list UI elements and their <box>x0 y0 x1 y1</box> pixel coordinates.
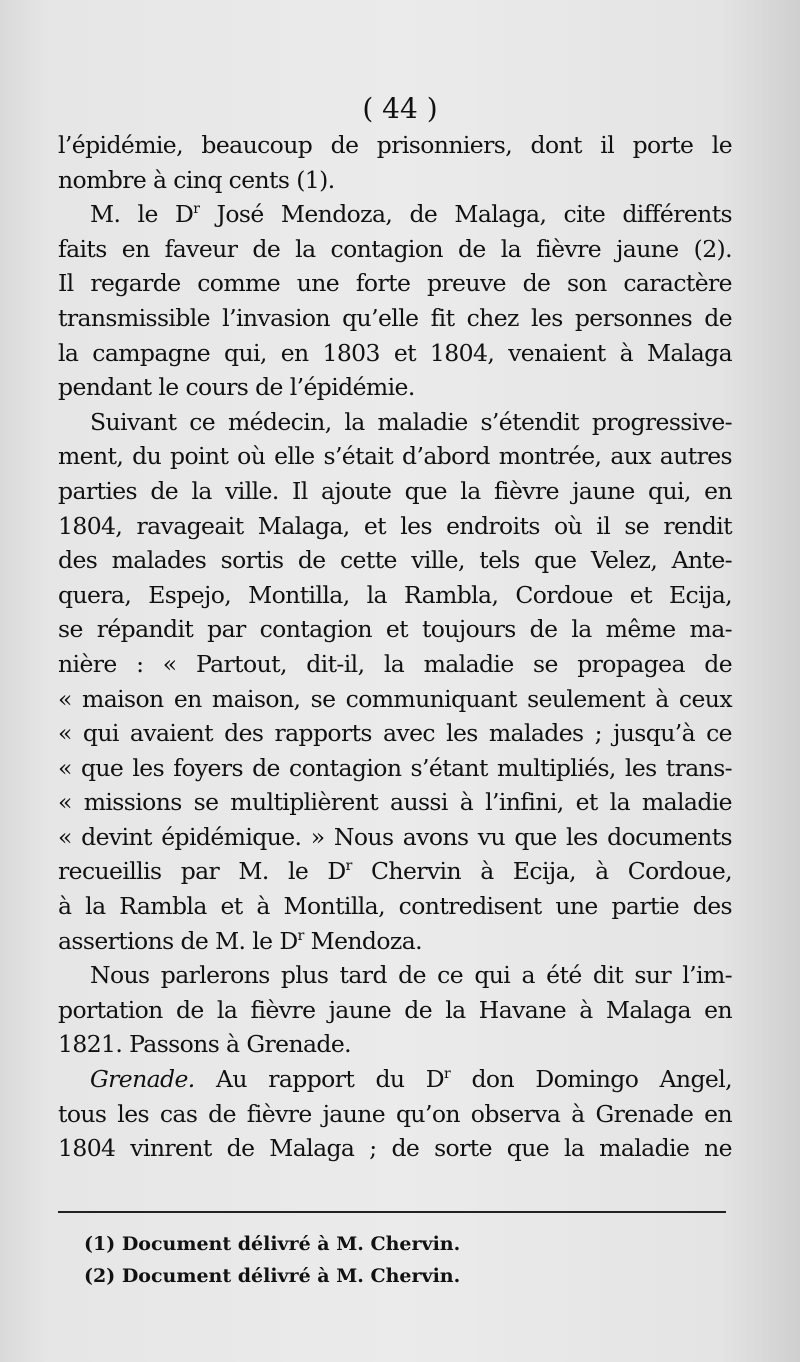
line-fragment: assertions de M. le D <box>58 926 298 955</box>
text-line: des malades sortis de cette ville, tels que Velez, Ante- <box>58 546 732 575</box>
section-heading: Grenade. <box>90 1065 195 1094</box>
line-fragment: José Mendoza, de Malaga, cite différents <box>199 200 732 229</box>
text-line <box>58 924 732 959</box>
text-line: « que les foyers de contagion s’étant multipliés, les trans- <box>58 753 732 782</box>
footnote: (2) Document délivré à M. Chervin. <box>84 1265 461 1287</box>
line-fragment: Mendoza. <box>303 926 422 955</box>
footnotes <box>84 1228 724 1292</box>
text-line: se répandit par contagion et toujours de la même ma- <box>58 615 732 644</box>
superscript: r <box>297 927 304 944</box>
text-line: 1821. Passons à Grenade. <box>58 1030 352 1059</box>
text-line: « devint épidémique. » Nous avons vu que les documents <box>58 822 732 851</box>
superscript: r <box>193 201 200 218</box>
text-line: l’épidémie, beaucoup de prisonniers, dont il porte le <box>58 131 732 159</box>
superscript: r <box>444 1066 451 1083</box>
text-line: parties de la ville. Il ajoute que la fièvre jaune qui, en <box>58 476 732 505</box>
text-line: nombre à cinq cents (1). <box>58 165 335 194</box>
text-line: Il regarde comme une forte preuve de son caractère <box>58 269 732 298</box>
text-line: faits en faveur de la contagion de la fièvre jaune (2). <box>58 234 732 263</box>
text-line: tous les cas de fièvre jaune qu’on observa à Grenade en <box>58 1099 732 1128</box>
text-line: la campagne qui, en 1803 et 1804, venaient à Malaga <box>58 338 732 367</box>
text-line: 1804 vinrent de Malaga ; de sorte que la maladie ne <box>58 1134 732 1163</box>
text-line: à la Rambla et à Montilla, contredisent une partie des <box>58 892 732 921</box>
text-line: « qui avaient des rapports avec les malades ; jusqu’à ce <box>58 719 732 748</box>
line-fragment: don Domingo Angel, <box>450 1065 732 1094</box>
text-line: nière : « Partout, dit-il, la maladie se propagea de <box>58 649 732 678</box>
body-text <box>58 128 732 1166</box>
line-fragment: recueillis par M. le D <box>58 857 346 886</box>
text-line: pendant le cours de l’épidémie. <box>58 373 415 402</box>
text-line: quera, Espejo, Montilla, la Rambla, Cordoue et Ecija, <box>58 580 732 609</box>
footnote: (1) Document délivré à M. Chervin. <box>84 1233 461 1255</box>
line-fragment: Au rapport du D <box>194 1065 445 1094</box>
text-line: Suivant ce médecin, la maladie s’étendit progressive- <box>90 407 732 436</box>
text-line: ment, du point où elle s’était d’abord montrée, aux autres <box>58 442 732 471</box>
text-line: Nous parlerons plus tard de ce qui a été dit sur l’im- <box>90 961 732 990</box>
text-line <box>58 854 732 889</box>
footnote-divider <box>58 1211 726 1213</box>
text-line <box>58 197 732 232</box>
text-line: 1804, ravageait Malaga, et les endroits où il se rendit <box>58 511 732 540</box>
text-line: portation de la fièvre jaune de la Havane à Malaga en <box>58 995 732 1024</box>
text-line <box>58 1062 732 1097</box>
text-line: transmissible l’invasion qu’elle fit chez les personnes de <box>58 303 732 332</box>
line-fragment: M. le D <box>90 200 194 229</box>
page-number: ( 44 ) <box>362 92 438 125</box>
line-fragment: Chervin à Ecija, à Cordoue, <box>351 857 732 886</box>
text-line: « maison en maison, se communiquant seulement à ceux <box>58 684 732 713</box>
superscript: r <box>345 858 352 875</box>
text-line: « missions se multiplièrent aussi à l’infini, et la maladie <box>58 788 732 817</box>
